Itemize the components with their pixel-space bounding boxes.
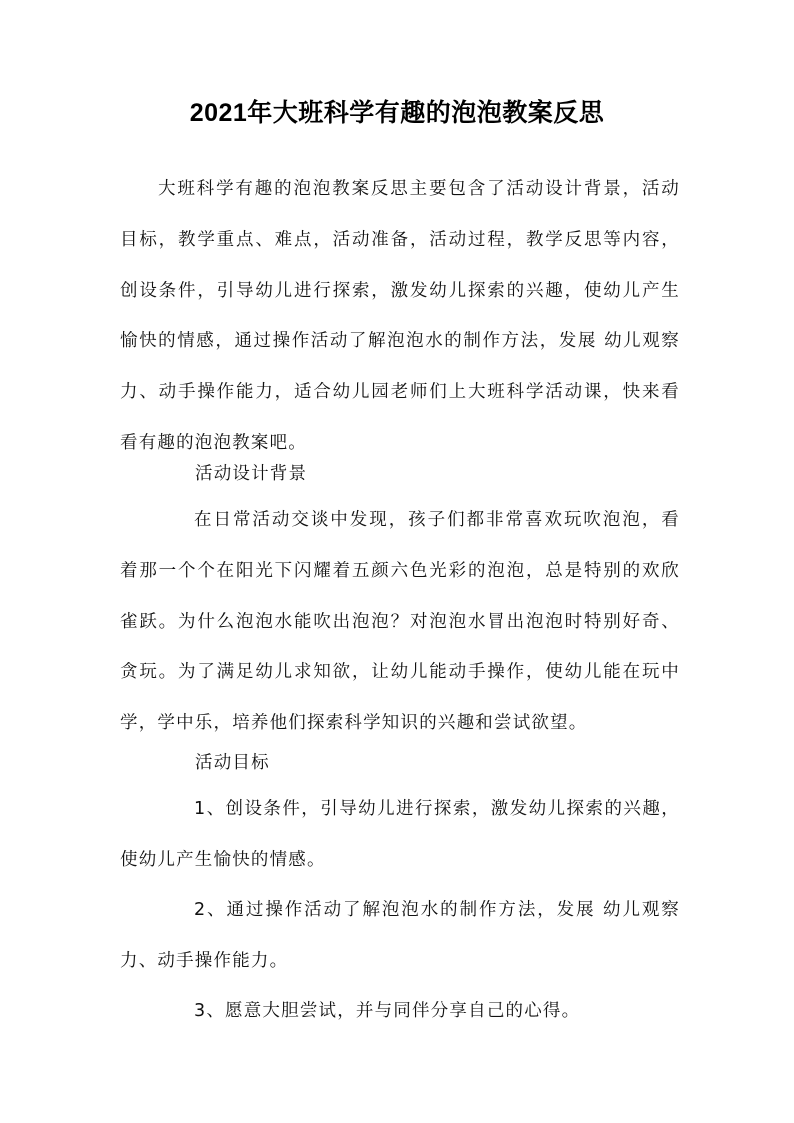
background-paragraph: 在日常活动交谈中发现，孩子们都非常喜欢玩吹泡泡，看着那一个个在阳光下闪耀着五颜六色光彩的泡泡，总是特别的欢欣雀跃。为什么泡泡水能吹出泡泡？对泡泡水冒出泡泡时特别好奇、贪玩。为了满足幼儿求知欲，让幼儿能动手操作，使幼儿能在玩中学，学中乐，培养他们探索科学知识的兴趣和尝试欲望。 xyxy=(120,510,680,734)
intro-paragraph: 大班科学有趣的泡泡教案反思主要包含了活动设计背景，活动目标，教学重点、难点，活动准备，活动过程，教学反思等内容，创设条件，引导幼儿进行探索，激发幼儿探索的兴趣，使幼儿产生愉快的情感，通过操作活动了解泡泡水的制作方法，发展 幼儿观察力、动手操作能力，适合幼儿园老师们上大班科学活动课，快来看看有趣的泡泡教案吧。 xyxy=(120,179,680,453)
section-heading-goals: 活动目标 xyxy=(195,753,270,773)
goal-item-2: 2、通过操作活动了解泡泡水的制作方法，发展 幼儿观察力、动手操作能力。 xyxy=(120,900,680,971)
document-title: 2021年大班科学有趣的泡泡教案反思 xyxy=(189,99,605,127)
section-heading-background: 活动设计背景 xyxy=(195,464,308,484)
goal-item-3: 3、愿意大胆尝试，并与同伴分享自己的心得。 xyxy=(194,1001,581,1021)
goal-item-1: 1、创设条件，引导幼儿进行探索，激发幼儿探索的兴趣，使幼儿产生愉快的情感。 xyxy=(120,799,680,870)
